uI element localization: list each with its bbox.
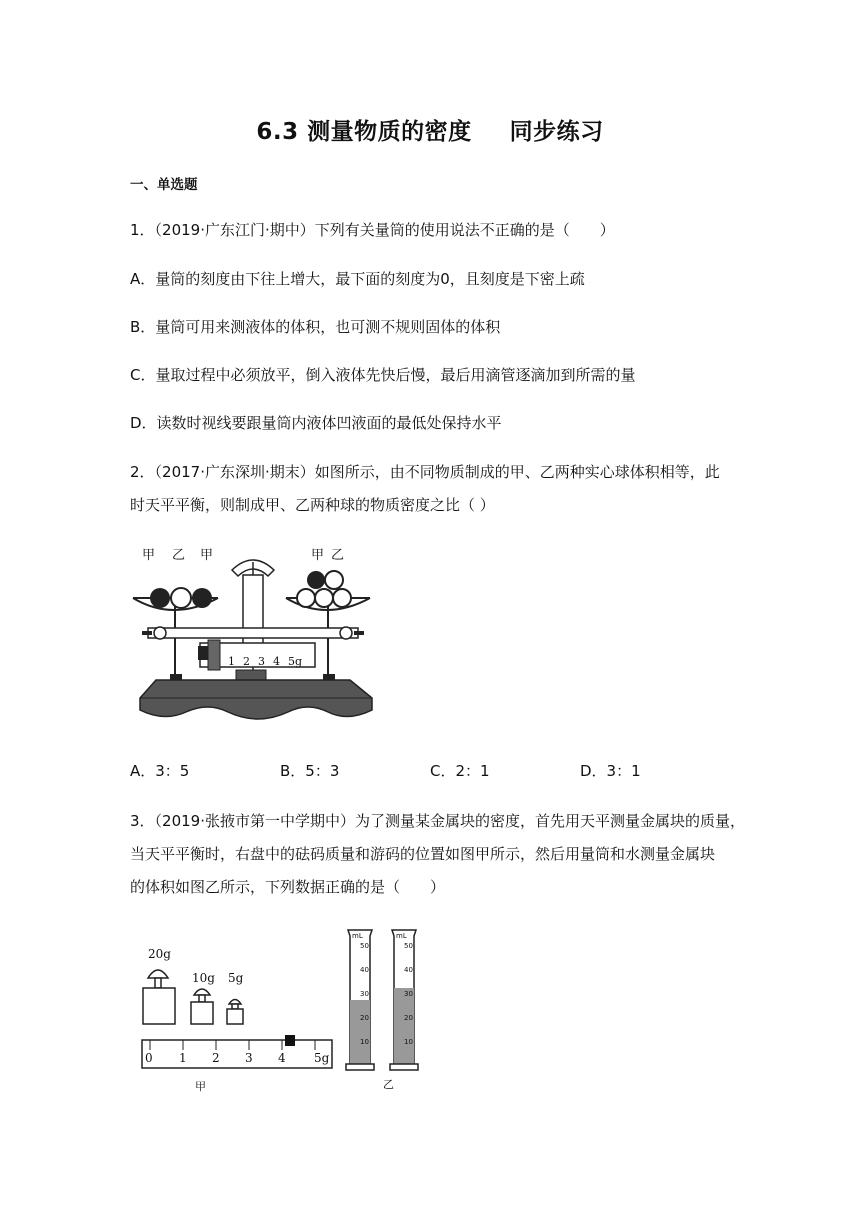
- cyl2-tick-30: 30: [404, 990, 413, 998]
- ruler-label-1: 1: [179, 1051, 187, 1065]
- q1-option-a: A．量筒的刻度由下往上增大，最下面的刻度为0，且刻度是下密上疏: [130, 270, 585, 288]
- q3-cylinders-figure: [340, 924, 440, 1094]
- cyl2-unit: mL: [396, 932, 407, 940]
- balance-scale-4: 4: [273, 655, 280, 668]
- left-label-3: 甲: [200, 548, 214, 563]
- weight-label-5g: 5g: [228, 971, 244, 985]
- ruler-label-0: 0: [145, 1051, 153, 1065]
- weight-label-10g: 10g: [192, 971, 215, 985]
- q3-stem-line3: 的体积如图乙所示，下列数据正确的是（ ）: [130, 878, 446, 896]
- cyl1-tick-50: 50: [360, 942, 369, 950]
- weight-label-20g: 20g: [148, 947, 171, 961]
- right-label-2: 乙: [331, 548, 345, 563]
- balance-scale-2: 2: [243, 655, 250, 668]
- q1-option-b: B．量筒可用来测液体的体积，也可测不规则固体的体积: [130, 318, 501, 336]
- q2-option-c: C．2：1: [430, 762, 490, 780]
- cyl2-tick-10: 10: [404, 1038, 413, 1046]
- page-title: [0, 113, 860, 146]
- left-label-2: 乙: [172, 548, 186, 563]
- cyl2-tick-50: 50: [404, 942, 413, 950]
- balance-scale-1: 1: [228, 655, 235, 668]
- q2-stem-line1: 2．（2017·广东深圳·期末）如图所示，由不同物质制成的甲、乙两种实心球体积相等，此: [130, 463, 720, 481]
- q2-option-b: B．5：3: [280, 762, 340, 780]
- q1-stem: 1．（2019·广东江门·期中）下列有关量筒的使用说法不正确的是（ ）: [130, 221, 615, 239]
- q1-option-c: C．量取过程中必须放平，倒入液体先快后慢，最后用滴管逐滴加到所需的量: [130, 366, 636, 384]
- title-main: 6.3 测量物质的密度: [256, 119, 472, 145]
- cyl1-tick-10: 10: [360, 1038, 369, 1046]
- right-label-1: 甲: [311, 548, 325, 563]
- q1-option-d: D．读数时视线要跟量筒内液体凹液面的最低处保持水平: [130, 414, 502, 432]
- left-label-1: 甲: [142, 548, 156, 563]
- ruler-label-5g: 5g: [314, 1051, 330, 1065]
- q2-option-a: A．3：5: [130, 762, 190, 780]
- ruler-label-4: 4: [278, 1051, 286, 1065]
- balance-scale-3: 3: [258, 655, 265, 668]
- cyl2-tick-20: 20: [404, 1014, 413, 1022]
- figure-yi-caption: 乙: [383, 1078, 394, 1091]
- q3-stem-line1: 3．（2019·张掖市第一中学期中）为了测量某金属块的密度，首先用天平测量金属块的质量，: [130, 812, 745, 830]
- q3-weights-ruler-figure: [138, 940, 338, 1096]
- section-heading: 一、单选题: [130, 177, 198, 193]
- figure-jia-caption: 甲: [195, 1080, 206, 1093]
- q2-balance-figure: [128, 540, 388, 730]
- ruler-label-2: 2: [212, 1051, 220, 1065]
- q2-stem-line2: 时天平平衡，则制成甲、乙两种球的物质密度之比（ ）: [130, 496, 495, 514]
- cyl1-tick-40: 40: [360, 966, 369, 974]
- q2-option-d: D．3：1: [580, 762, 641, 780]
- cyl1-unit: mL: [352, 932, 363, 940]
- title-sub: 同步练习: [509, 119, 604, 145]
- cyl1-tick-20: 20: [360, 1014, 369, 1022]
- ruler-label-3: 3: [245, 1051, 253, 1065]
- balance-scale-5: 5g: [288, 655, 303, 668]
- q3-stem-line2: 当天平平衡时，右盘中的砝码质量和游码的位置如图甲所示，然后用量筒和水测量金属块: [130, 845, 716, 863]
- cyl1-tick-30: 30: [360, 990, 369, 998]
- cyl2-tick-40: 40: [404, 966, 413, 974]
